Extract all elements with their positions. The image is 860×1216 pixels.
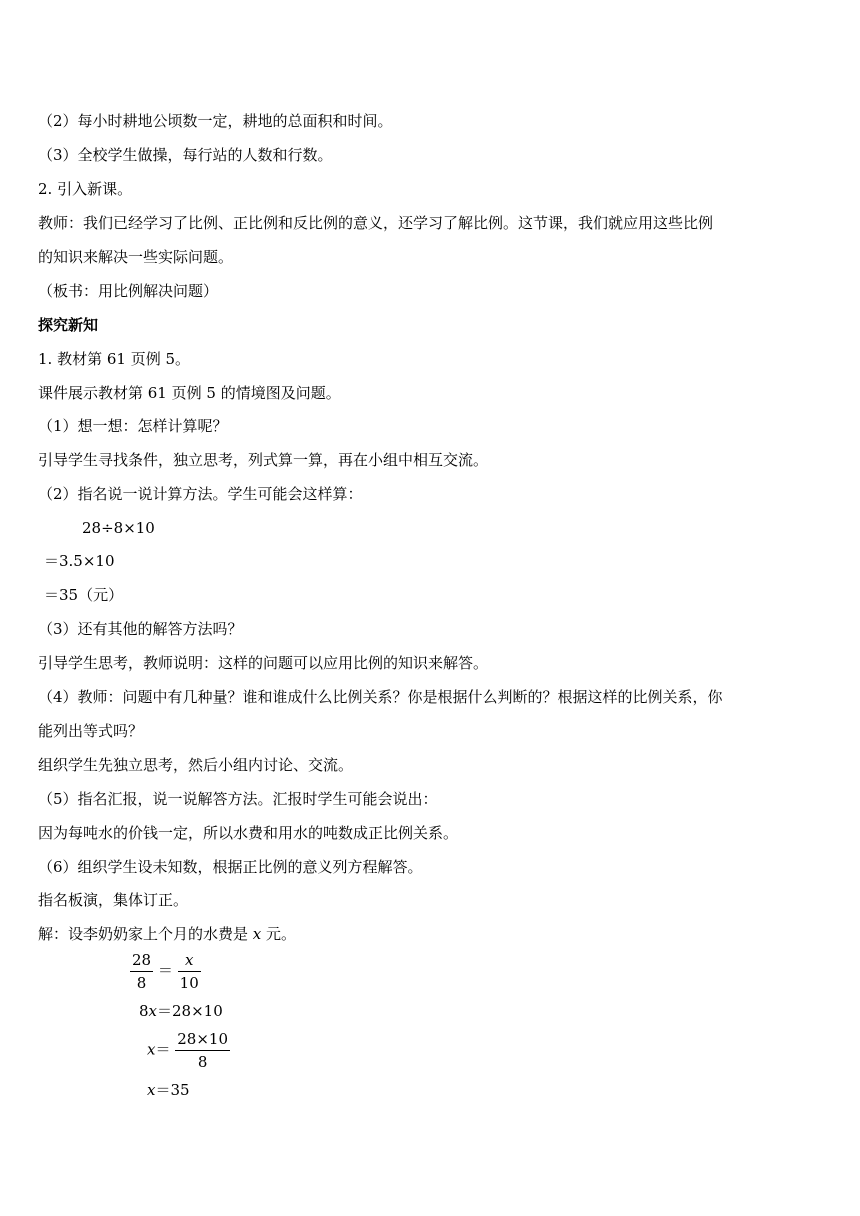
calculation-line: ＝3.5×10 xyxy=(44,552,115,570)
calculation-line: ＝35（元） xyxy=(44,586,124,604)
paragraph-text: （4）教师：问题中有几种量？谁和谁成什么比例关系？你是根据什么判断的？根据这样的比例关系，你 xyxy=(38,688,723,706)
paragraph-text: 教师：我们已经学习了比例、正比例和反比例的意义，还学习了解比例。这节课，我们就应用这些比例 xyxy=(38,214,714,232)
paragraph-text: 2. 引入新课。 xyxy=(38,180,133,198)
equals-sign: ＝ xyxy=(155,1040,171,1059)
fraction-denominator: 8 xyxy=(136,974,147,992)
fraction-denominator: 8 xyxy=(197,1053,208,1071)
paragraph-text: （3）全校学生做操，每行站的人数和行数。 xyxy=(38,146,333,164)
variable-x: x xyxy=(147,1081,156,1099)
variable-x: x xyxy=(147,1040,156,1059)
variable-x: x xyxy=(252,925,262,943)
paragraph-text: （6）组织学生设未知数，根据正比例的意义列方程解答。 xyxy=(38,858,423,876)
fraction-bar xyxy=(175,1050,230,1051)
variable-x: x xyxy=(148,1002,158,1020)
paragraph-text: （3）还有其他的解答方法吗？ xyxy=(38,620,243,638)
equation-rhs: ＝35 xyxy=(155,1081,190,1099)
paragraph-text: （2）每小时耕地公顷数一定，耕地的总面积和时间。 xyxy=(38,112,393,130)
paragraph-text: （2）指名说一说计算方法。学生可能会这样算： xyxy=(38,485,363,503)
paragraph-text: 课件展示教材第 61 页例 5 的情境图及问题。 xyxy=(38,384,341,402)
equation-proportion xyxy=(130,950,201,993)
fraction-denominator: 10 xyxy=(179,974,199,992)
equals-sign: ＝ xyxy=(157,961,173,980)
paragraph-text xyxy=(38,924,296,944)
calculation-line: 28÷8×10 xyxy=(82,519,155,537)
fraction xyxy=(178,950,201,993)
paragraph-text: 指名板演，集体订正。 xyxy=(38,891,189,909)
paragraph-text: 引导学生思考，教师说明：这样的问题可以应用比例的知识来解答。 xyxy=(38,654,489,672)
solution-unit: 元。 xyxy=(261,925,297,943)
paragraph-text: 引导学生寻找条件，独立思考，列式算一算，再在小组中相互交流。 xyxy=(38,451,489,469)
fraction-numerator: 28 xyxy=(132,951,152,969)
equation-step xyxy=(139,1001,223,1021)
paragraph-text: （板书：用比例解决问题） xyxy=(38,282,219,300)
equation-result xyxy=(147,1080,190,1100)
paragraph-text: 1. 教材第 61 页例 5。 xyxy=(38,350,191,368)
equation-rhs: ＝28×10 xyxy=(157,1002,223,1020)
paragraph-text: 组织学生先独立思考，然后小组内讨论、交流。 xyxy=(38,756,354,774)
coefficient: 8 xyxy=(139,1002,149,1020)
fraction-bar xyxy=(130,971,153,972)
paragraph-text: 因为每吨水的价钱一定，所以水费和用水的吨数成正比例关系。 xyxy=(38,824,459,842)
paragraph-text: 的知识来解决一些实际问题。 xyxy=(38,248,234,266)
fraction xyxy=(175,1029,230,1072)
fraction-numerator: 28×10 xyxy=(177,1030,229,1048)
equation-step xyxy=(147,1029,230,1072)
solution-intro: 解：设李奶奶家上个月的水费是 xyxy=(38,925,253,943)
fraction xyxy=(130,950,153,993)
paragraph-text: 能列出等式吗？ xyxy=(38,722,144,740)
fraction-bar xyxy=(178,971,201,972)
paragraph-text: （1）想一想：怎样计算呢？ xyxy=(38,417,228,435)
section-heading: 探究新知 xyxy=(38,316,99,334)
paragraph-text: （5）指名汇报，说一说解答方法。汇报时学生可能会说出： xyxy=(38,790,438,808)
fraction-numerator: x xyxy=(184,951,194,969)
